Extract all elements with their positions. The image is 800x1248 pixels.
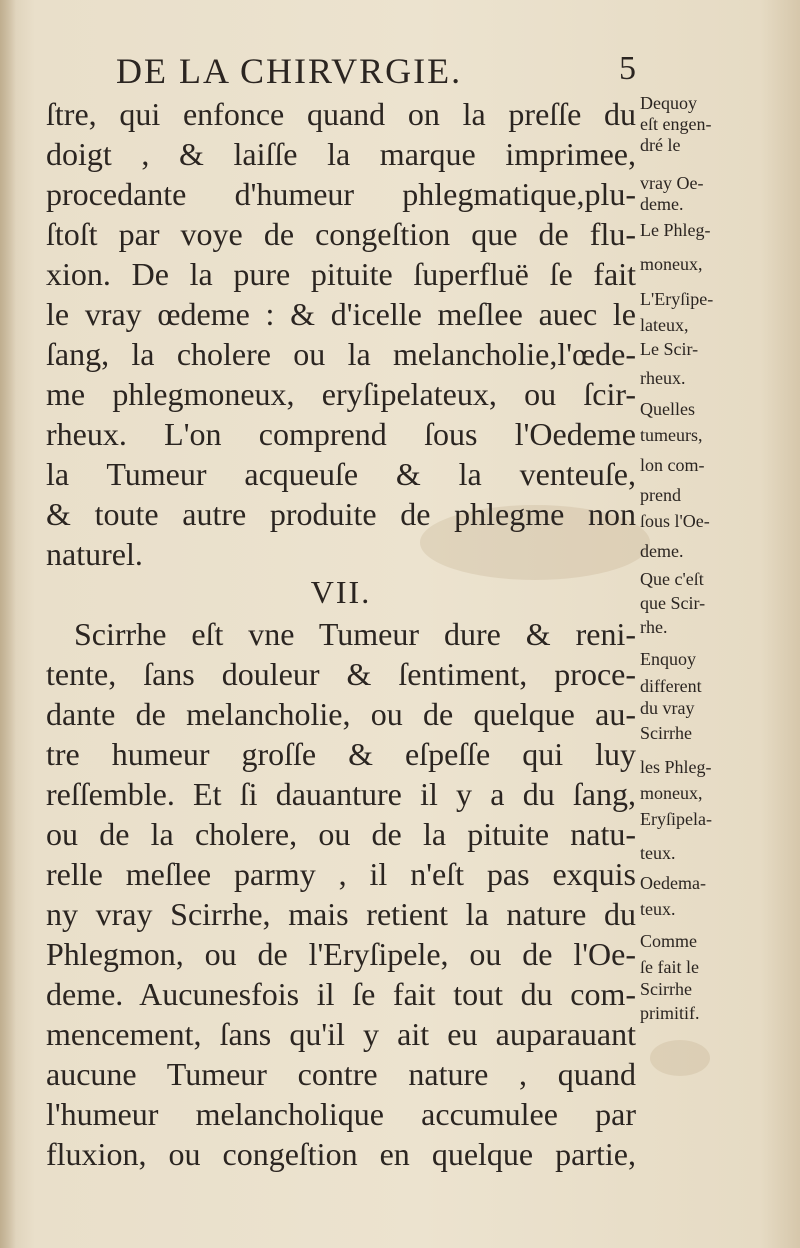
body-line: mencement, ſans qu'il y ait eu auparauant bbox=[46, 1016, 636, 1052]
margin-note-line: les Phleg- bbox=[640, 757, 712, 777]
margin-note-line: tumeurs, bbox=[640, 425, 703, 445]
margin-note-line: deme. bbox=[640, 541, 684, 561]
margin-note-line: Dequoy bbox=[640, 93, 697, 113]
body-line: naturel. bbox=[46, 536, 143, 572]
margin-note-line: moneux, bbox=[640, 783, 703, 803]
body-line: dante de melancholie, ou de quelque au- bbox=[46, 696, 636, 732]
margin-note-line: Quelles bbox=[640, 399, 695, 419]
body-line: reſſemble. Et ſi dauanture il y a du ſang, bbox=[46, 776, 636, 812]
body-line: ſtoſt par voye de congeſtion que de flu- bbox=[46, 216, 636, 252]
body-line: ou de la cholere, ou de la pituite natu- bbox=[46, 816, 636, 852]
margin-note-line: Que c'eſt bbox=[640, 569, 704, 589]
margin-note-line: Enquoy bbox=[640, 649, 696, 669]
margin-note-line: eſt engen- bbox=[640, 114, 712, 134]
margin-note-line: Eryſipela- bbox=[640, 809, 712, 829]
page-header bbox=[116, 50, 636, 94]
body-line: l'humeur melancholique accumulee par bbox=[46, 1096, 636, 1132]
body-line: Scirrhe eſt vne Tumeur dure & reni- bbox=[74, 616, 636, 652]
section-number: VII. bbox=[310, 574, 372, 610]
body-line: procedante d'humeur phlegmatique,plu- bbox=[46, 176, 636, 212]
margin-note-line: Scirrhe bbox=[640, 979, 692, 999]
margin-note-line: rhe. bbox=[640, 617, 668, 637]
margin-note-line: ſe fait le bbox=[640, 957, 699, 977]
page-gutter-shadow bbox=[0, 0, 16, 1248]
body-line: relle meſlee parmy , il n'eſt pas exquis bbox=[46, 856, 636, 892]
body-line: & toute autre produite de phlegme non bbox=[46, 496, 636, 532]
margin-note-line: teux. bbox=[640, 899, 676, 919]
margin-note-line: Le Scir- bbox=[640, 339, 699, 359]
margin-note-line: primitif. bbox=[640, 1003, 700, 1023]
body-line: doigt , & laiſſe la marque imprimee, bbox=[46, 136, 636, 172]
body-line: ny vray Scirrhe, mais retient la nature du bbox=[46, 896, 636, 932]
body-line: xion. De la pure pituite ſuperfluë ſe fait bbox=[46, 256, 636, 292]
body-text bbox=[46, 95, 636, 1172]
margin-note-line: lateux, bbox=[640, 315, 689, 335]
body-line: ſang, la cholere ou la melancholie,l'œde- bbox=[46, 336, 636, 372]
running-title: DE LA CHIRVRGIE. bbox=[116, 51, 463, 91]
body-line: le vray œdeme : & d'icelle meſlee auec le bbox=[46, 296, 636, 332]
margin-note-line: Scirrhe bbox=[640, 723, 692, 743]
margin-note-line: teux. bbox=[640, 843, 676, 863]
margin-note-line: dré le bbox=[640, 135, 681, 155]
margin-note-line: que Scir- bbox=[640, 593, 706, 613]
margin-note-line: ſous l'Oe- bbox=[640, 511, 710, 531]
margin-note-line: different bbox=[640, 676, 702, 696]
margin-note-line: Comme bbox=[640, 931, 697, 951]
page-number: 5 bbox=[619, 50, 636, 87]
margin-notes bbox=[640, 93, 790, 1073]
margin-note-line: du vray bbox=[640, 698, 695, 718]
body-line: la Tumeur acqueuſe & la venteuſe, bbox=[46, 456, 636, 492]
margin-note-line: moneux, bbox=[640, 254, 703, 274]
margin-note-line: prend bbox=[640, 485, 681, 505]
margin-note-line: lon com- bbox=[640, 455, 705, 475]
margin-note-line: L'Eryſipe- bbox=[640, 289, 714, 309]
body-line: Phlegmon, ou de l'Eryſipele, ou de l'Oe- bbox=[46, 936, 636, 972]
margin-note-line: deme. bbox=[640, 194, 684, 214]
body-line: me phlegmoneux, eryſipelateux, ou ſcir- bbox=[46, 376, 636, 412]
body-line: deme. Aucunesfois il ſe fait tout du com- bbox=[46, 976, 636, 1012]
body-line: ſtre, qui enfonce quand on la preſſe du bbox=[46, 96, 636, 132]
body-line: rheux. L'on comprend ſous l'Oedeme bbox=[46, 416, 636, 452]
margin-note-line: rheux. bbox=[640, 368, 686, 388]
margin-note-line: Oedema- bbox=[640, 873, 706, 893]
margin-note-line: vray Oe- bbox=[640, 173, 704, 193]
margin-note-line: Le Phleg- bbox=[640, 220, 711, 240]
body-line: tente, ſans douleur & ſentiment, proce- bbox=[46, 656, 636, 692]
body-line: aucune Tumeur contre nature , quand bbox=[46, 1056, 636, 1092]
body-line: tre humeur groſſe & eſpeſſe qui luy bbox=[46, 736, 636, 772]
body-line: fluxion, ou congeſtion en quelque partie, bbox=[46, 1136, 636, 1172]
